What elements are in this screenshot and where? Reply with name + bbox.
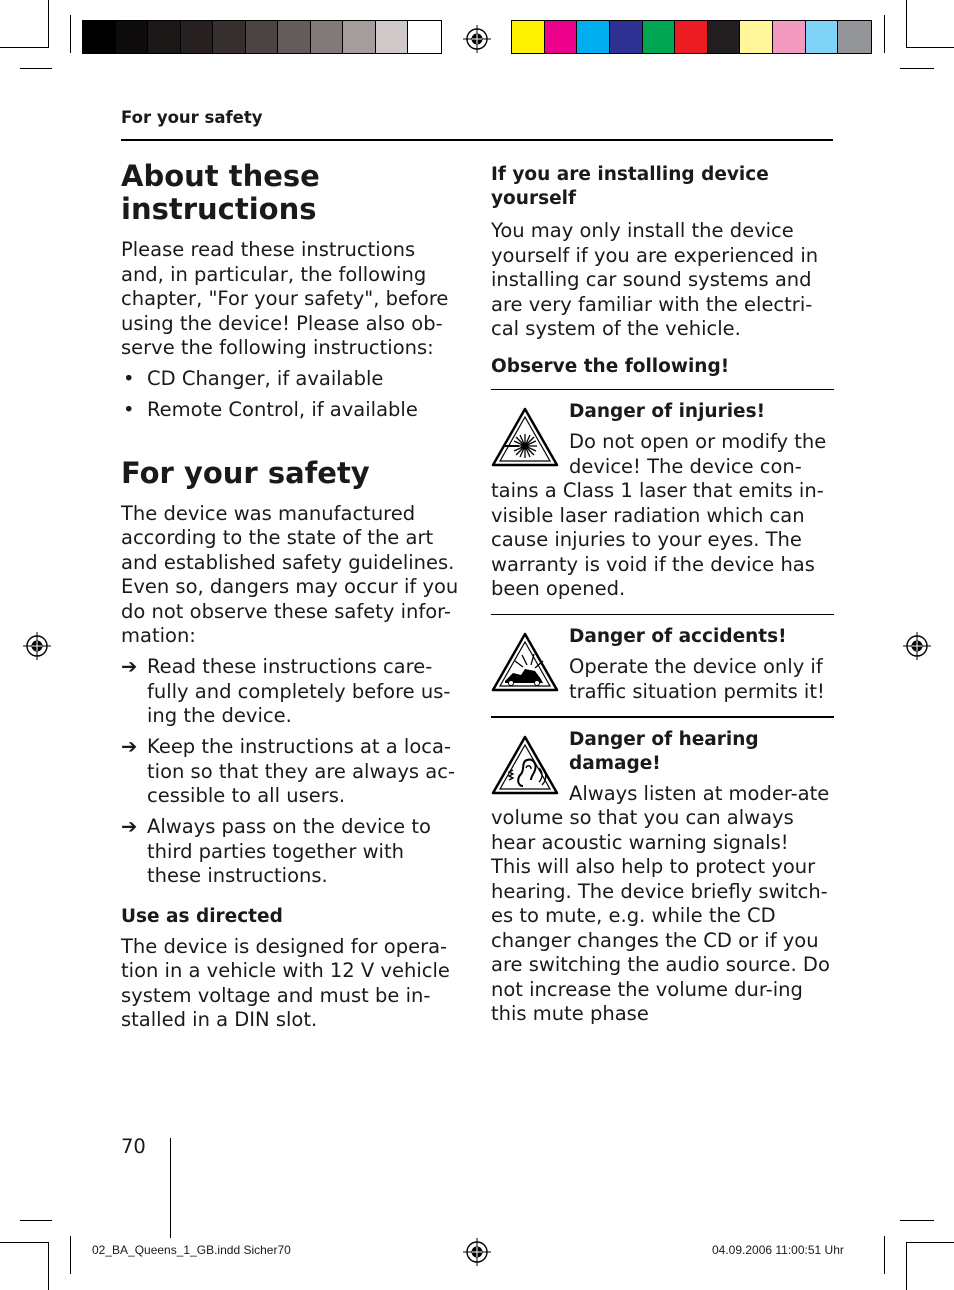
warning-hearing [491,728,834,1027]
color-swatch [116,21,149,53]
observe-heading: Observe the following! [491,355,730,377]
warning-title: Danger of accidents! [569,626,787,648]
laser-warning-icon [491,406,559,468]
about-title: About these instructions [121,159,320,226]
page-number: 70 [121,1135,146,1158]
registration-mark-top-icon [463,25,491,53]
registration-mark-right-icon [903,632,931,660]
arrow-icon: ➔ [121,815,138,838]
color-swatch [343,21,376,53]
section-rule [491,614,834,616]
color-swatch [577,21,610,53]
warning-injuries [491,400,834,602]
safety-body: The device was manufactured according to the state of the art and established safety guidelines. Even so, dangers may occur if you do not observe these safety infor-mation: [121,501,459,647]
color-swatch [806,21,839,53]
warning-body: Do not open or modify the device! The device con-tains a Class 1 laser that emits in-visible laser radiation which can cause injuries to your eyes. The warranty is void if the device has been opened. [491,430,827,601]
warning-accidents [491,625,834,704]
list-item: • Remote Control, if available [121,398,461,423]
color-swatch [408,21,441,53]
color-swatch [740,21,773,53]
running-head: For your safety [121,108,263,127]
color-swatch [311,21,344,53]
warning-title: Danger of hearing damage! [569,728,759,774]
use-heading: Use as directed [121,905,283,927]
list-item: ➔ Read these instructions care-fully and completely before us-ing the device. [121,655,451,727]
accident-warning-icon [491,631,559,693]
color-swatch [610,21,643,53]
instructions-list [121,367,461,423]
header-rule [121,139,833,141]
color-swatch [181,21,214,53]
install-body: You may only install the device yourself if you are experienced in installing car sound systems and are very familiar with the electri-cal system of the vehicle. [491,219,819,340]
color-swatch [708,21,741,53]
color-swatch [148,21,181,53]
about-body: Please read these instructions and, in particular, the following chapter, "For your safety", before using the device! Please also ob-serve the following instructions: [121,238,449,359]
color-swatch [213,21,246,53]
install-heading: If you are installing device yourself [491,164,769,209]
grayscale-color-bar [82,20,442,54]
hearing-warning-icon [491,734,559,796]
list-item: ➔ Keep the instructions at a loca-tion so that they are always ac-cessible to all users. [121,735,455,807]
right-column [491,160,834,1027]
color-swatch [376,21,409,53]
list-item: • CD Changer, if available [121,367,461,392]
arrow-icon: ➔ [121,735,138,758]
list-item: ➔ Always pass on the device to third parties together with these instructions. [121,815,431,887]
color-swatch [512,21,545,53]
color-swatch [838,21,871,53]
section-rule [491,716,834,718]
process-color-bar [511,20,872,54]
warning-body: Operate the device only if traffic situation permits it! [569,655,825,703]
color-swatch [675,21,708,53]
warning-body: Always listen at moder-ate volume so that you can always hear acoustic warning signals! This will also help to protect your hearing. The device briefly switch-es to mute, e.g. while the CD changer changes the CD or if you are switching the audio source. Do not increase the volume dur-ing this mute phase [491,781,830,1026]
safety-steps-list [121,655,461,889]
warning-title: Danger of injuries! [569,401,766,423]
slug-timestamp: 04.09.2006 11:00:51 Uhr [712,1243,844,1257]
section-rule [491,389,834,391]
color-swatch [278,21,311,53]
left-column [121,160,461,1033]
use-body: The device is designed for opera-tion in a vehicle with 12 V vehicle system voltage and must be in-stalled in a DIN slot. [121,934,450,1031]
arrow-icon: ➔ [121,655,138,678]
color-swatch [545,21,578,53]
color-swatch [83,21,116,53]
color-swatch [773,21,806,53]
registration-mark-bottom-icon [463,1238,491,1266]
slug-file-info: 02_BA_Queens_1_GB.indd Sicher70 [92,1243,291,1257]
color-swatch [246,21,279,53]
color-swatch [643,21,676,53]
registration-mark-left-icon [23,632,51,660]
safety-title: For your safety [121,455,370,490]
